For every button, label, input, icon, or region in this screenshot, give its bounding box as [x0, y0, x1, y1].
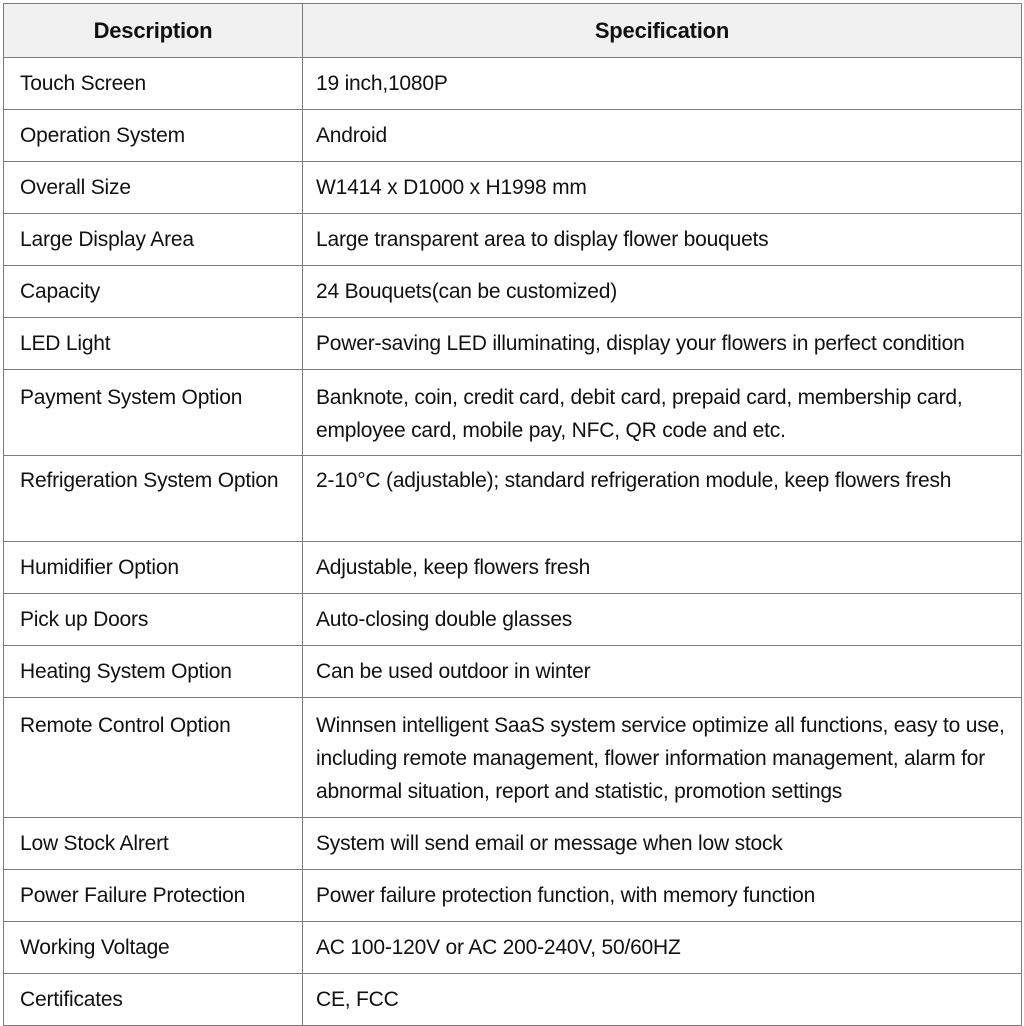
table-row	[4, 214, 1022, 266]
row-description: Working Voltage	[4, 922, 303, 974]
table-row	[4, 456, 1022, 542]
row-description: Remote Control Option	[4, 698, 303, 818]
table-row	[4, 162, 1022, 214]
row-specification: Banknote, coin, credit card, debit card, prepaid card, membership card, employee card, mobile pay, NFC, QR code and etc.	[303, 370, 1022, 456]
table-row	[4, 818, 1022, 870]
row-specification: 2-10°C (adjustable); standard refrigeration module, keep flowers fresh	[303, 456, 1022, 542]
row-description: Operation System	[4, 110, 303, 162]
row-description: Low Stock Alrert	[4, 818, 303, 870]
table-row	[4, 542, 1022, 594]
row-specification: Can be used outdoor in winter	[303, 646, 1022, 698]
table-row	[4, 698, 1022, 818]
row-description: Large Display Area	[4, 214, 303, 266]
row-description: Power Failure Protection	[4, 870, 303, 922]
row-specification: Large transparent area to display flower bouquets	[303, 214, 1022, 266]
row-specification: Adjustable, keep flowers fresh	[303, 542, 1022, 594]
row-description: Refrigeration System Option	[4, 456, 303, 542]
table-header	[4, 4, 1022, 58]
header-row	[4, 4, 1022, 58]
row-specification: 19 inch,1080P	[303, 58, 1022, 110]
row-description: LED Light	[4, 318, 303, 370]
table-row	[4, 974, 1022, 1026]
row-specification: W1414 x D1000 x H1998 mm	[303, 162, 1022, 214]
table-row	[4, 370, 1022, 456]
table-row	[4, 594, 1022, 646]
row-specification: AC 100-120V or AC 200-240V, 50/60HZ	[303, 922, 1022, 974]
row-description: Overall Size	[4, 162, 303, 214]
table-row	[4, 58, 1022, 110]
row-specification: Android	[303, 110, 1022, 162]
row-specification: Power-saving LED illuminating, display your flowers in perfect condition	[303, 318, 1022, 370]
table-row	[4, 922, 1022, 974]
header-specification: Specification	[303, 4, 1022, 58]
header-description: Description	[4, 4, 303, 58]
row-description: Certificates	[4, 974, 303, 1026]
table-row	[4, 110, 1022, 162]
table-row	[4, 646, 1022, 698]
row-description: Payment System Option	[4, 370, 303, 456]
row-specification: Auto-closing double glasses	[303, 594, 1022, 646]
table-row	[4, 266, 1022, 318]
row-specification: Winnsen intelligent SaaS system service optimize all functions, easy to use, including remote management, flower information management, alarm for abnormal situation, report and statistic, promotion settings	[303, 698, 1022, 818]
specification-table	[3, 3, 1022, 1026]
table-row	[4, 318, 1022, 370]
row-specification: System will send email or message when low stock	[303, 818, 1022, 870]
row-specification: CE, FCC	[303, 974, 1022, 1026]
row-specification: 24 Bouquets(can be customized)	[303, 266, 1022, 318]
row-description: Humidifier Option	[4, 542, 303, 594]
row-description: Touch Screen	[4, 58, 303, 110]
row-description: Pick up Doors	[4, 594, 303, 646]
table-row	[4, 870, 1022, 922]
row-description: Heating System Option	[4, 646, 303, 698]
table-body	[4, 58, 1022, 1026]
row-specification: Power failure protection function, with memory function	[303, 870, 1022, 922]
row-description: Capacity	[4, 266, 303, 318]
